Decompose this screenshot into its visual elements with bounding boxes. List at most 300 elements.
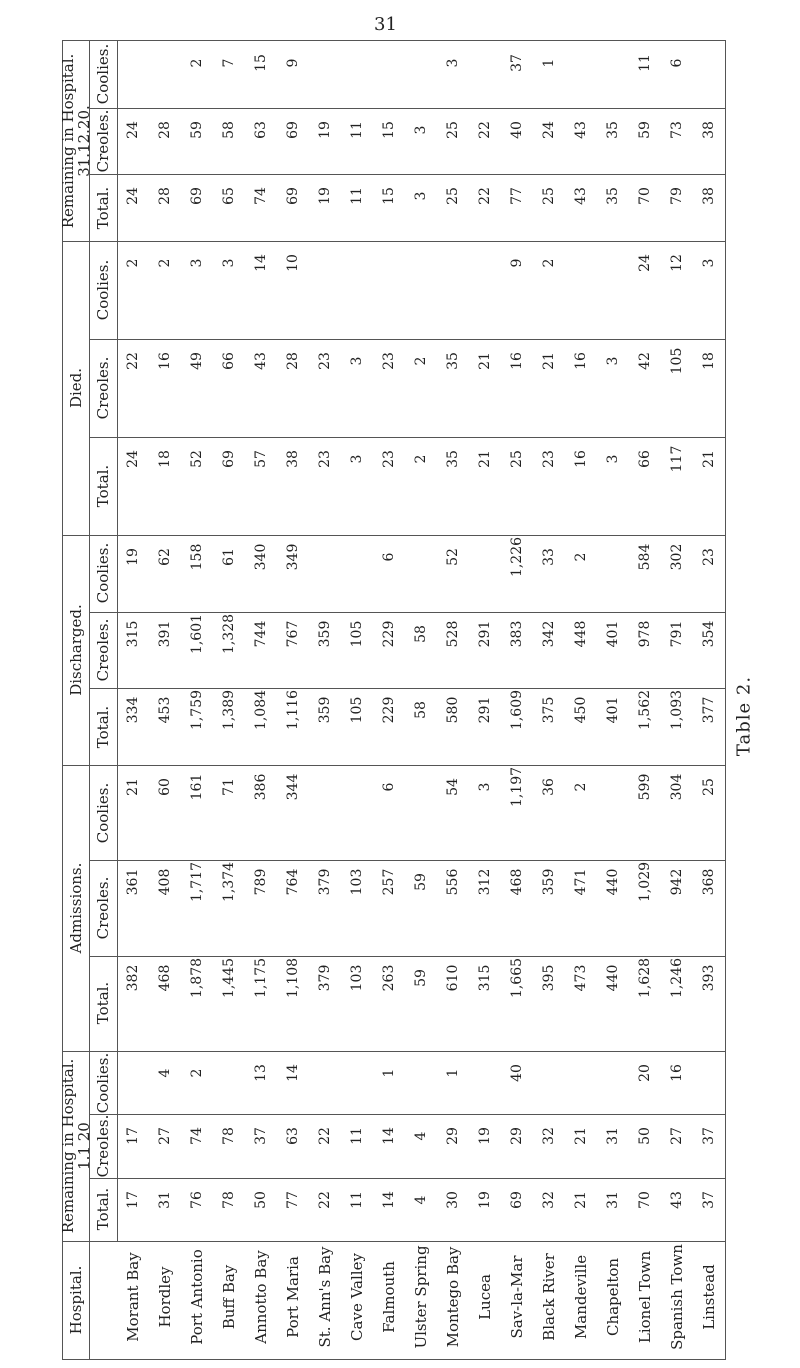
- table-cell: 1,389: [221, 690, 237, 731]
- table-cell: 32: [541, 1190, 557, 1209]
- table-cell: 229: [381, 620, 397, 648]
- group-header-line: Admissions.: [67, 862, 85, 954]
- table-cell: 9: [285, 58, 301, 68]
- group-header-hospital: [68, 1266, 84, 1335]
- group-divider: [63, 535, 725, 536]
- table-cell: 69: [285, 187, 301, 206]
- table-cell: 43: [253, 352, 269, 370]
- group-header-line: Discharged.: [67, 604, 85, 696]
- subheader-coolies: Coolies.: [94, 259, 112, 321]
- table-cell: 43: [573, 120, 589, 139]
- table-cell: 43: [669, 1190, 685, 1209]
- table-cell: 1,717: [189, 862, 205, 903]
- table-cell: 9: [509, 258, 525, 268]
- table-cell: 14: [381, 1190, 397, 1209]
- table-cell: 25: [445, 187, 461, 206]
- table-cell: 30: [445, 1190, 461, 1209]
- table-cell: 22: [125, 352, 141, 370]
- table-cell: 1,108: [285, 957, 301, 998]
- subheader-coolies: Coolies.: [94, 543, 112, 604]
- table-cell: 21: [573, 1190, 589, 1209]
- table-cell: 3: [413, 191, 429, 201]
- table-cell: 744: [253, 620, 269, 648]
- table-cell: 1,609: [509, 690, 525, 731]
- table-cell: 18: [701, 352, 717, 370]
- table-cell: 468: [509, 868, 525, 896]
- table-cell: 24: [125, 187, 141, 206]
- table-cell: 3: [605, 454, 621, 464]
- table-cell: 359: [541, 868, 557, 896]
- group-divider: [63, 1051, 725, 1052]
- table-cell: 1,759: [189, 690, 205, 731]
- table-cell: 33: [541, 548, 557, 566]
- table-cell: 528: [445, 620, 461, 648]
- table-cell: 13: [253, 1064, 269, 1082]
- subheader-coolies: Coolies.: [94, 44, 112, 105]
- table-cell: 43: [573, 187, 589, 206]
- table-cell: 103: [349, 964, 365, 992]
- table-cell: 76: [189, 1190, 205, 1209]
- table-cell: 3: [445, 58, 461, 68]
- subheader-coolies: Coolies.: [94, 1052, 112, 1113]
- table-cell: 35: [605, 120, 621, 139]
- table-cell: 942: [669, 868, 685, 896]
- table-cell: 14: [285, 1064, 301, 1082]
- table-cell: 16: [509, 352, 525, 370]
- hospital-name: Annotto Bay: [252, 1250, 270, 1344]
- table-cell: 599: [637, 773, 653, 801]
- table-cell: 66: [221, 352, 237, 370]
- table-cell: 31: [605, 1127, 621, 1146]
- table-cell: 31: [605, 1190, 621, 1209]
- group-header-discharged: [68, 604, 84, 696]
- table-cell: 344: [285, 773, 301, 801]
- table-cell: 61: [221, 548, 237, 566]
- table-cell: 74: [189, 1127, 205, 1146]
- subcolumn-divider: [89, 1178, 725, 1179]
- table-cell: 382: [125, 964, 141, 992]
- table-cell: 24: [541, 120, 557, 139]
- table-cell: 764: [285, 868, 301, 896]
- subheader-creoles: Creoles.: [94, 1114, 112, 1178]
- table-cell: 14: [253, 254, 269, 272]
- table-cell: 70: [637, 187, 653, 206]
- table-cell: 77: [285, 1190, 301, 1209]
- table-cell: 22: [317, 1127, 333, 1146]
- table-cell: 16: [573, 450, 589, 468]
- table-cell: 386: [253, 773, 269, 801]
- hospital-statistics-table: [59, 40, 726, 1360]
- hospital-name: Buff Bay: [220, 1264, 238, 1330]
- table-cell: 6: [381, 782, 397, 792]
- table-cell: 16: [573, 352, 589, 370]
- table-cell: 440: [605, 964, 621, 992]
- group-header-line: 1.1 20: [75, 1122, 93, 1170]
- table-cell: 2: [573, 782, 589, 792]
- subcolumn-divider: [89, 688, 725, 689]
- group-header-line: Died.: [67, 367, 85, 409]
- table-cell: 24: [637, 254, 653, 272]
- hospital-name: Falmouth: [380, 1261, 398, 1333]
- table-cell: 2: [541, 258, 557, 268]
- table-cell: 19: [317, 187, 333, 206]
- table-cell: 52: [445, 548, 461, 566]
- table-cell: 105: [349, 696, 365, 724]
- table-cell: 2: [125, 258, 141, 268]
- table-cell: 17: [125, 1190, 141, 1209]
- table-cell: 36: [541, 778, 557, 796]
- table-cell: 21: [701, 450, 717, 468]
- table-cell: 37: [701, 1127, 717, 1146]
- table-cell: 103: [349, 868, 365, 896]
- table-cell: 40: [509, 1064, 525, 1082]
- table-cell: 1,878: [189, 957, 205, 998]
- subcolumn-divider: [89, 956, 725, 957]
- table-cell: 11: [349, 1127, 365, 1146]
- subcolumn-divider: [89, 108, 725, 109]
- table-cell: 28: [157, 120, 173, 139]
- table-cell: 395: [541, 964, 557, 992]
- table-cell: 1,084: [253, 690, 269, 731]
- table-cell: 73: [669, 120, 685, 139]
- table-cell: 117: [669, 445, 685, 473]
- table-cell: 69: [189, 187, 205, 206]
- table-cell: 32: [541, 1127, 557, 1146]
- table-cell: 263: [381, 964, 397, 992]
- table-cell: 59: [189, 120, 205, 139]
- table-cell: 40: [509, 120, 525, 139]
- table-cell: 25: [445, 120, 461, 139]
- table-cell: 59: [413, 873, 429, 892]
- table-cell: 57: [253, 450, 269, 468]
- table-cell: 161: [189, 773, 205, 801]
- subcolumn-divider: [89, 860, 725, 861]
- table-cell: 54: [445, 778, 461, 796]
- table-label: Table 2.: [733, 675, 755, 757]
- hospital-name: Spanish Town: [668, 1244, 686, 1350]
- table-cell: 65: [221, 187, 237, 206]
- table-cell: 3: [349, 454, 365, 464]
- group-header-admissions: [68, 863, 84, 954]
- table-cell: 448: [573, 620, 589, 648]
- table-cell: 315: [125, 620, 141, 648]
- table-cell: 23: [541, 450, 557, 468]
- table-cell: 6: [381, 552, 397, 562]
- table-cell: 29: [509, 1127, 525, 1146]
- table-cell: 767: [285, 620, 301, 648]
- table-cell: 791: [669, 620, 685, 648]
- table-cell: 58: [413, 701, 429, 720]
- table-cell: 66: [637, 450, 653, 468]
- group-header-line: Remaining in Hospital.: [59, 1058, 77, 1234]
- table-cell: 38: [701, 187, 717, 206]
- table-cell: 2: [189, 1068, 205, 1078]
- table-cell: 74: [253, 187, 269, 206]
- table-cell: 3: [477, 782, 493, 792]
- table-cell: 1,197: [509, 766, 525, 808]
- table-cell: 15: [381, 120, 397, 139]
- group-divider: [63, 765, 725, 766]
- table-cell: 473: [573, 964, 589, 992]
- table-cell: 19: [317, 120, 333, 139]
- table-cell: 50: [637, 1127, 653, 1146]
- table-cell: 610: [445, 964, 461, 992]
- table-cell: 105: [669, 347, 685, 375]
- table-cell: 71: [221, 778, 237, 796]
- table-cell: 58: [221, 120, 237, 139]
- hospital-name: Black River: [540, 1253, 558, 1341]
- table-cell: 2: [189, 58, 205, 68]
- table-cell: 78: [221, 1127, 237, 1146]
- table-cell: 1: [445, 1068, 461, 1078]
- table-cell: 42: [637, 352, 653, 370]
- table-cell: 28: [285, 352, 301, 370]
- table-cell: 302: [669, 543, 685, 571]
- table-cell: 38: [701, 120, 717, 139]
- table-cell: 349: [285, 543, 301, 571]
- table-cell: 60: [157, 778, 173, 796]
- table-cell: 22: [477, 120, 493, 139]
- table-cell: 37: [253, 1127, 269, 1146]
- table-cell: 257: [381, 868, 397, 896]
- hospital-name: Lionel Town: [636, 1250, 654, 1344]
- table-cell: 1,601: [189, 613, 205, 654]
- table-cell: 35: [605, 187, 621, 206]
- table-cell: 25: [509, 450, 525, 468]
- table-cell: 1,328: [221, 613, 237, 654]
- hospital-name: Ulster Spring: [412, 1245, 430, 1349]
- table-cell: 29: [445, 1127, 461, 1146]
- table-cell: 1,093: [669, 690, 685, 731]
- table-cell: 21: [125, 778, 141, 796]
- table-cell: 24: [125, 450, 141, 468]
- subheader-total: Total.: [94, 982, 112, 1025]
- table-cell: 25: [701, 778, 717, 796]
- table-cell: 3: [189, 258, 205, 268]
- table-cell: 1,445: [221, 957, 237, 998]
- table-cell: 77: [509, 187, 525, 206]
- subheader-creoles: Creoles.: [94, 876, 112, 940]
- table-cell: 59: [637, 120, 653, 139]
- table-cell: 1,116: [285, 690, 301, 731]
- table-cell: 383: [509, 620, 525, 648]
- table-cell: 58: [413, 624, 429, 643]
- table-cell: 63: [285, 1127, 301, 1146]
- table-cell: 2: [573, 552, 589, 562]
- table-cell: 24: [125, 120, 141, 139]
- table-cell: 25: [541, 187, 557, 206]
- table-cell: 15: [253, 54, 269, 72]
- table-cell: 52: [189, 450, 205, 468]
- table-cell: 35: [445, 450, 461, 468]
- table-cell: 1,226: [509, 536, 525, 578]
- subheader-total: Total.: [94, 1188, 112, 1231]
- hospital-name: Sav-la-Mar: [508, 1255, 526, 1339]
- table-cell: 16: [157, 352, 173, 370]
- subheader-total: Total.: [94, 464, 112, 508]
- table-cell: 1,562: [637, 690, 653, 731]
- table-cell: 304: [669, 773, 685, 801]
- table-cell: 69: [285, 120, 301, 139]
- hospital-name: St. Ann's Bay: [316, 1246, 334, 1348]
- table-cell: 361: [125, 868, 141, 896]
- page-number: 31: [374, 14, 397, 35]
- table-cell: 2: [413, 356, 429, 366]
- subheader-total: Total.: [94, 186, 112, 229]
- subheader-creoles: Creoles.: [94, 618, 112, 682]
- subcolumn-divider: [89, 174, 725, 175]
- table-cell: 11: [349, 187, 365, 206]
- table-cell: 393: [701, 964, 717, 992]
- table-cell: 1,665: [509, 957, 525, 998]
- table-cell: 1: [541, 58, 557, 68]
- table-cell: 342: [541, 620, 557, 648]
- table-cell: 15: [381, 187, 397, 206]
- group-divider: [63, 241, 725, 242]
- hospital-name: Port Maria: [284, 1256, 302, 1338]
- table-cell: 312: [477, 868, 493, 896]
- table-cell: 37: [509, 54, 525, 72]
- subcolumn-divider: [89, 339, 725, 340]
- table-cell: 12: [669, 254, 685, 272]
- table-cell: 1,246: [669, 957, 685, 998]
- table-cell: 408: [157, 868, 173, 896]
- table-cell: 359: [317, 620, 333, 648]
- hospital-name: Chapelton: [604, 1257, 622, 1337]
- table-cell: 21: [477, 352, 493, 370]
- table-cell: 59: [413, 968, 429, 987]
- table-cell: 21: [477, 450, 493, 468]
- table-cell: 11: [349, 1190, 365, 1209]
- table-cell: 22: [477, 187, 493, 206]
- subheader-divider: [117, 41, 118, 1241]
- table-cell: 23: [317, 352, 333, 370]
- table-cell: 16: [669, 1064, 685, 1082]
- table-cell: 291: [477, 620, 493, 648]
- table-cell: 20: [637, 1064, 653, 1082]
- table-cell: 401: [605, 620, 621, 648]
- table-cell: 23: [381, 450, 397, 468]
- table-cell: 340: [253, 543, 269, 571]
- table-cell: 22: [317, 1190, 333, 1209]
- table-cell: 17: [125, 1127, 141, 1146]
- table-cell: 440: [605, 868, 621, 896]
- subheader-creoles: Creoles.: [94, 356, 112, 420]
- table-cell: 291: [477, 696, 493, 724]
- subcolumn-divider: [89, 1114, 725, 1115]
- table-cell: 4: [157, 1068, 173, 1078]
- group-header-line: Remaining in Hospital.: [59, 53, 77, 229]
- table-cell: 79: [669, 187, 685, 206]
- table-cell: 375: [541, 696, 557, 724]
- table-cell: 14: [381, 1127, 397, 1146]
- subheader-creoles: Creoles.: [94, 109, 112, 173]
- table-cell: 391: [157, 620, 173, 648]
- table-cell: 23: [381, 352, 397, 370]
- table-cell: 63: [253, 120, 269, 139]
- table-cell: 3: [221, 258, 237, 268]
- table-cell: 1,029: [637, 862, 653, 903]
- group-header-died: [68, 368, 84, 408]
- table-cell: 19: [125, 548, 141, 566]
- table-cell: 450: [573, 696, 589, 724]
- table-cell: 69: [509, 1190, 525, 1209]
- table-cell: 379: [317, 964, 333, 992]
- table-cell: 3: [605, 356, 621, 366]
- table-cell: 1,628: [637, 957, 653, 998]
- table-cell: 556: [445, 868, 461, 896]
- table-cell: 37: [701, 1190, 717, 1209]
- table-cell: 471: [573, 868, 589, 896]
- table-cell: 401: [605, 696, 621, 724]
- group-header-line: Hospital.: [67, 1265, 85, 1335]
- table-cell: 334: [125, 696, 141, 724]
- table-cell: 580: [445, 696, 461, 724]
- table-cell: 27: [669, 1127, 685, 1146]
- table-cell: 35: [445, 352, 461, 370]
- subcolumn-divider: [89, 437, 725, 438]
- hospital-name: Cave Valley: [348, 1253, 366, 1341]
- table-cell: 2: [157, 258, 173, 268]
- table-cell: 2: [413, 454, 429, 464]
- table-cell: 468: [157, 964, 173, 992]
- table-cell: 28: [157, 187, 173, 206]
- table-cell: 453: [157, 696, 173, 724]
- table-cell: 354: [701, 620, 717, 648]
- table-cell: 3: [349, 356, 365, 366]
- table-cell: 19: [477, 1190, 493, 1209]
- table-cell: 158: [189, 543, 205, 571]
- hospital-name: Hordley: [156, 1266, 174, 1328]
- table-cell: 3: [701, 258, 717, 268]
- table-cell: 315: [477, 964, 493, 992]
- table-cell: 584: [637, 543, 653, 571]
- group-header-line: 31.12.20.: [75, 105, 93, 177]
- subheader-total: Total.: [94, 705, 112, 748]
- table-cell: 21: [541, 352, 557, 370]
- subcolumn-divider: [89, 612, 725, 613]
- table-cell: 7: [221, 58, 237, 68]
- table-cell: 789: [253, 868, 269, 896]
- table-cell: 4: [413, 1195, 429, 1205]
- hospital-name: Montego Bay: [444, 1246, 462, 1348]
- table-cell: 10: [285, 254, 301, 272]
- table-cell: 1: [381, 1068, 397, 1078]
- group-header-remaining-start: [60, 1059, 92, 1234]
- table-cell: 11: [637, 54, 653, 72]
- table-cell: 1,374: [221, 862, 237, 903]
- table-cell: 21: [573, 1127, 589, 1146]
- table-cell: 62: [157, 548, 173, 566]
- table-cell: 229: [381, 696, 397, 724]
- table-cell: 31: [157, 1190, 173, 1209]
- table-cell: 78: [221, 1190, 237, 1209]
- table-cell: 3: [413, 125, 429, 135]
- group-divider: [63, 1241, 725, 1242]
- table-cell: 11: [349, 120, 365, 139]
- group-header-remaining-end: [60, 54, 92, 229]
- table-cell: 978: [637, 620, 653, 648]
- hospital-name: Port Antonio: [188, 1249, 206, 1345]
- table-cell: 23: [701, 548, 717, 566]
- table-cell: 69: [221, 450, 237, 468]
- table-cell: 359: [317, 696, 333, 724]
- table-cell: 1,175: [253, 957, 269, 998]
- table-cell: 105: [349, 620, 365, 648]
- table-cell: 18: [157, 450, 173, 468]
- table-cell: 377: [701, 696, 717, 724]
- table-cell: 50: [253, 1190, 269, 1209]
